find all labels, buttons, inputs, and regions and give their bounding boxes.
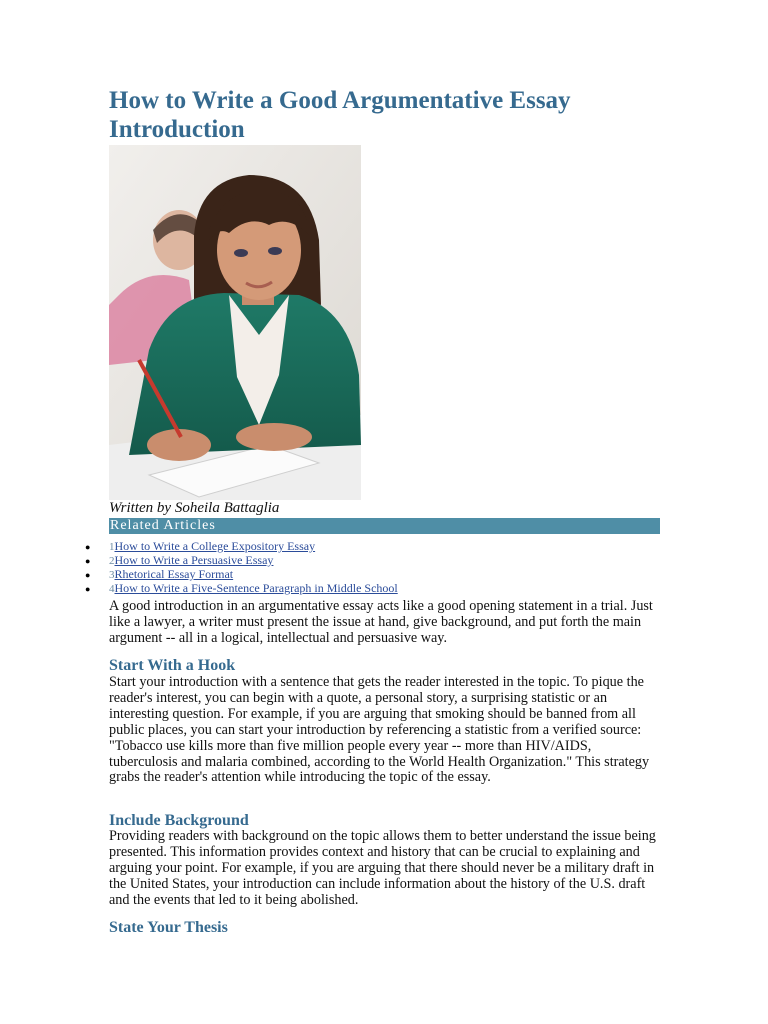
section-heading-hook: Start With a Hook [109,657,236,674]
student-writing-photo [109,145,361,500]
related-articles-header: Related Articles [109,518,660,534]
article-title: How to Write a Good Argumentative Essay Introduction [109,87,571,143]
bullet-icon: ● [85,570,91,580]
section-paragraph-background: Providing readers with background on the topic allows them to better understand the issue being presented. This information provides context and history that can be crucial to explaining and arguing your point. For example, if you are arguing that there should never be a military draft in the United States, your introduction can include information about the history of the U.S. draft and the events that led to it being abolished. [109,828,656,908]
bullet-icon: ● [85,556,91,566]
related-item-number: 3 [109,569,115,581]
article-byline: Written by Soheila Battaglia [109,500,280,516]
related-articles-list [85,539,398,595]
list-item [85,581,398,595]
list-item [85,553,398,567]
related-article-link[interactable]: How to Write a College Expository Essay [114,539,316,553]
related-article-link[interactable]: How to Write a Persuasive Essay [114,553,274,567]
list-item [85,539,398,553]
related-article-link[interactable]: Rhetorical Essay Format [114,567,234,581]
section-heading-background: Include Background [109,812,249,829]
bullet-icon: ● [85,584,91,594]
related-item-number: 4 [109,583,115,595]
list-item [85,567,398,581]
related-item-number: 1 [109,541,115,553]
intro-paragraph: A good introduction in an argumentative essay acts like a good opening statement in a trial. Just like a lawyer, a writer must present the issue at hand, give background, and put forth the main argument -- all in a logical, intellectual and persuasive way. [109,598,653,646]
related-article-link[interactable]: How to Write a Five-Sentence Paragraph in Middle School [114,581,398,595]
bullet-icon: ● [85,542,91,552]
related-item-number: 2 [109,555,115,567]
section-heading-thesis: State Your Thesis [109,919,228,936]
section-paragraph-hook: Start your introduction with a sentence that gets the reader interested in the topic. To pique the reader's interest, you can begin with a quote, a personal story, a surprising statistic or an interesting question. For example, if you are arguing that smoking should be banned from all public places, you can start your introduction by referencing a statistic from a verified source: "Tobacco use kills more than five million people every year -- more than HIV/AIDS, tuberculosis and malaria combined, according to the World Health Organization." This strategy grabs the reader's attention while introducing the topic of the essay. [109,674,650,786]
